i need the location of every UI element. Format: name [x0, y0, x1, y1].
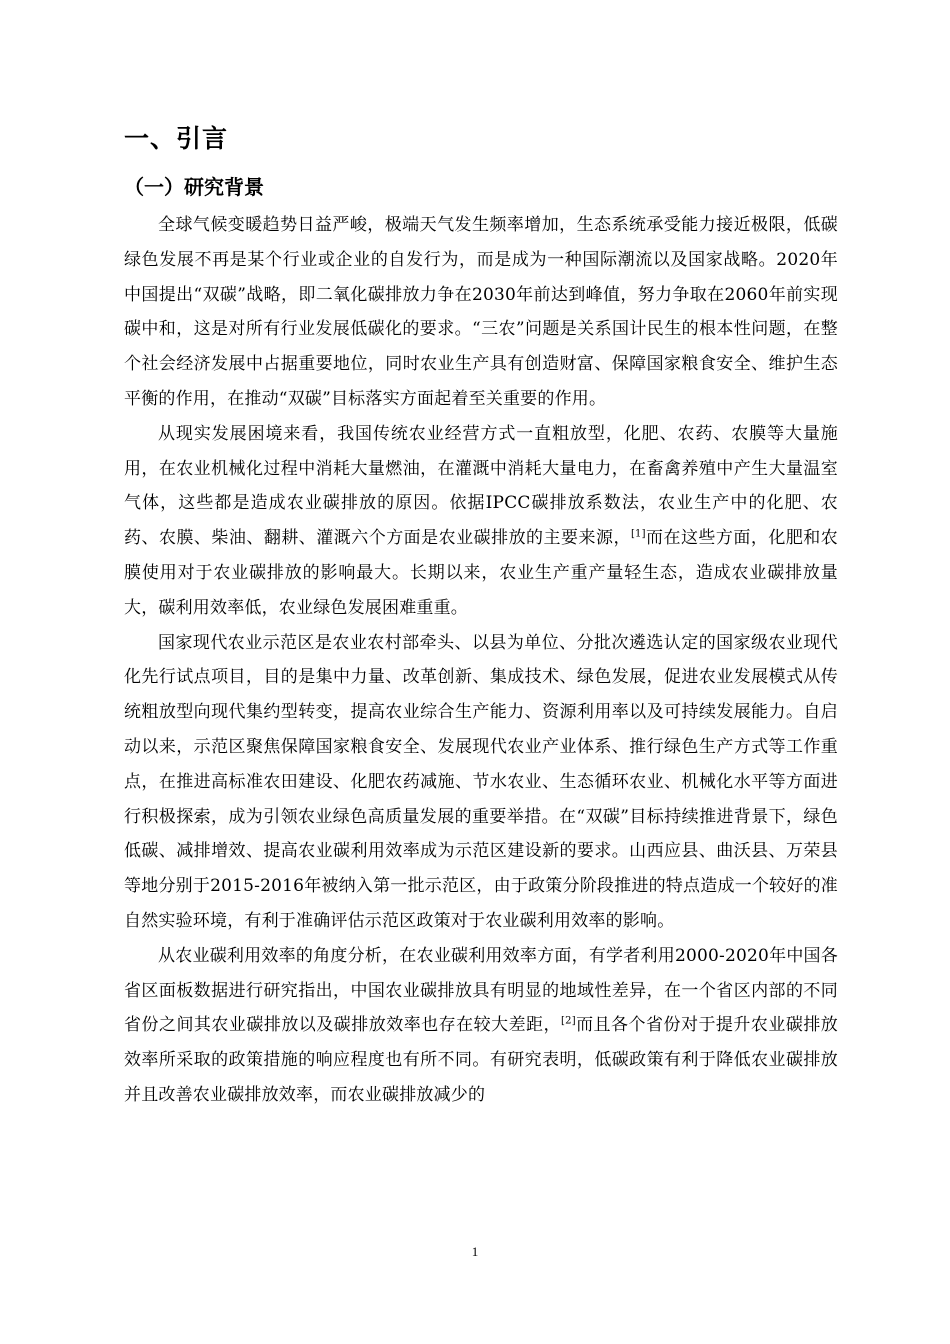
paragraph-2 — [124, 417, 838, 626]
paragraph-text: 而在这些方面，化肥和农膜使用对于农业碳排放的影响最大。长期以来，农业生产重产量轻生态，造成农业碳排放量大，碳利用效率低，农业绿色发展困难重重。 — [124, 528, 838, 618]
paragraph-text: 国家现代农业示范区是农业农村部牵头、以县为单位、分批次遴选认定的国家级农业现代化先行试点项目，目的是集中力量、改革创新、集成技术、绿色发展，促进农业发展模式从传统粗放型向现代集约型转变，提高农业综合生产能力、资源利用率以及可持续发展能力。自启动以来，示范区聚焦保障国家粮食安全、发展现代农业产业体系、推行绿色生产方式等工作重点，在推进高标准农田建设、化肥农药减施、节水农业、生态循环农业、机械化水平等方面进行积极探索，成为引领农业绿色高质量发展的重要举措。在“双碳”目标持续推进背景下，绿色低碳、减排增效、提高农业碳利用效率成为示范区建设新的要求。山西应县、曲沃县、万荣县等地分别于2015-2016年被纳入第一批示范区，由于政策分阶段推进的特点造成一个较好的准自然实验环境，有利于准确评估示范区政策对于农业碳利用效率的影响。 — [124, 632, 838, 931]
citation-ref: [1] — [630, 528, 646, 540]
paragraph-text: 从农业碳利用效率的角度分析，在农业碳利用效率方面，有学者利用2000-2020年中国各省区面板数据进行研究指出，中国农业碳排放具有明显的地域性差异，在一个省区内部的不同省份之间其农业碳排放以及碳排放效率也存在较大差距， — [124, 945, 838, 1036]
paragraph-3 — [124, 626, 838, 939]
subsection-heading: （一）研究背景 — [124, 175, 264, 199]
paragraph-text: 全球气候变暖趋势日益严峻，极端天气发生频率增加，生态系统承受能力接近极限，低碳绿色发展不再是某个行业或企业的自发行为，而是成为一种国际潮流以及国家战略。2020年中国提出“双碳”战略，即二氧化碳排放力争在2030年前达到峰值，努力争取在2060年前实现碳中和，这是对所有行业发展低碳化的要求。“三农”问题是关系国计民生的根本性问题，在整个社会经济发展中占据重要地位，同时农业生产具有创造财富、保障国家粮食安全、维护生态平衡的作用，在推动“双碳”目标落实方面起着至关重要的作用。 — [124, 215, 838, 409]
paragraph-text: 而且各个省份对于提升农业碳排放效率所采取的政策措施的响应程度也有所不同。有研究表明，低碳政策有利于降低农业碳排放并且改善农业碳排放效率，而农业碳排放减少的 — [124, 1015, 839, 1105]
document-body — [124, 118, 838, 1113]
paragraph-text: 从现实发展困境来看，我国传统农业经营方式一直粗放型，化肥、农药、农膜等大量施用，在农业机械化过程中消耗大量燃油，在灌溉中消耗大量电力，在畜禽养殖中产生大量温室气体，这些都是造成农业碳排放的原因。依据IPCC碳排放系数法，农业生产中的化肥、农药、农膜、柴油、翻耕、灌溉六个方面是农业碳排放的主要来源， — [124, 423, 838, 549]
paragraph-1 — [124, 208, 838, 417]
paragraph-4 — [124, 939, 838, 1113]
page-number: 1 — [471, 1244, 479, 1259]
section-heading: 一、引言 — [124, 124, 229, 153]
citation-ref: [2] — [561, 1015, 576, 1027]
